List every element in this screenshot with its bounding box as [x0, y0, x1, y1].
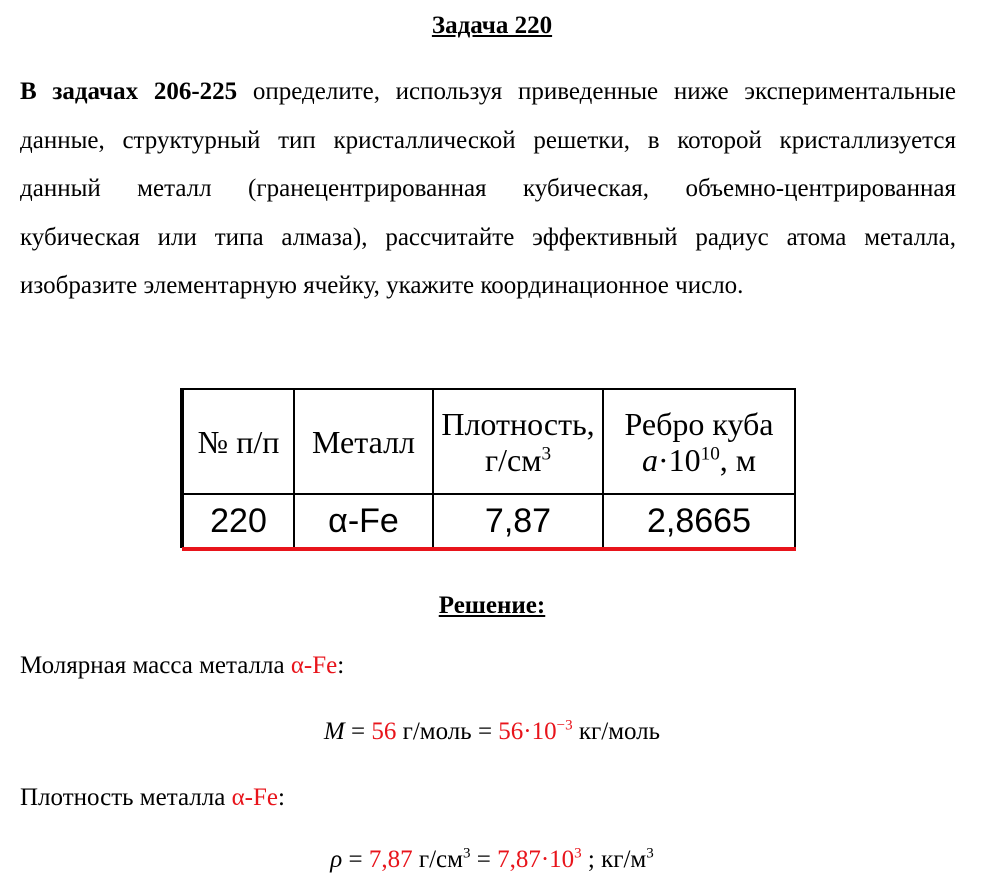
header-density-unit: г/см [484, 441, 542, 478]
cell-edge: 2,8665 [603, 494, 795, 548]
header-edge-label: Ребро куба [624, 405, 774, 442]
formula-rho-unit1: г/см [412, 846, 463, 873]
cell-num: 220 [183, 494, 294, 548]
table-header-row [183, 389, 795, 494]
header-density-exp: 3 [541, 442, 552, 464]
molar-mass-formula [0, 718, 984, 746]
formula-rho-val1: 7,87 [368, 846, 413, 873]
formula-m-symbol: M [323, 718, 345, 745]
cell-density: 7,87 [433, 494, 603, 548]
problem-statement [20, 68, 956, 311]
header-edge [603, 389, 795, 494]
header-metal: Металл [294, 389, 433, 494]
density-metal: α-Fe [231, 784, 278, 811]
density-formula [0, 846, 984, 874]
formula-m-unit2: кг/моль [572, 718, 661, 745]
molar-mass-label [20, 652, 344, 680]
solution-heading: Решение: [438, 592, 546, 619]
formula-rho-eq2: = [470, 846, 498, 873]
density-label-text: Плотность металла [20, 784, 232, 811]
density-label [20, 784, 285, 812]
formula-rho-exp3: 3 [646, 845, 654, 862]
formula-rho-unit2: ; кг/м [581, 846, 647, 873]
header-edge-unit: , м [719, 441, 757, 478]
formula-rho-val2: 7,87·10 [497, 846, 575, 873]
formula-m-eq2: = [471, 718, 499, 745]
formula-rho-eq1: = [342, 846, 369, 873]
header-edge-a: a [641, 441, 658, 478]
cell-metal: α-Fe [294, 494, 433, 548]
data-table-wrapper [182, 388, 796, 549]
molar-label-text: Молярная масса металла [20, 652, 291, 679]
formula-m-eq1: = [344, 718, 372, 745]
table-bottom-accent [182, 547, 796, 551]
data-table [182, 388, 796, 549]
table-row [183, 494, 795, 548]
header-edge-exp: 10 [700, 442, 720, 464]
problem-text: определите, используя приведенные ниже экспериментальные данные, структурный тип кристаллической решетки, в которой кристаллизуется данный металл (гранецентрированная кубическая, объемно-центрированная кубическая или типа алмаза), рассчитайте эффективный радиус атома металла, изобразите элементарную ячейку, укажите координационное число. [20, 78, 957, 299]
molar-colon: : [337, 652, 345, 679]
header-density-label: Плотность, [441, 405, 595, 442]
formula-m-exp2: −3 [556, 717, 573, 734]
formula-rho-symbol: ρ [330, 846, 343, 873]
formula-m-val1: 56 [371, 718, 397, 745]
molar-metal: α-Fe [290, 652, 338, 679]
header-num: № п/п [183, 389, 294, 494]
page-title: Задача 220 [431, 12, 553, 39]
formula-m-unit1: г/моль [396, 718, 472, 745]
formula-m-val2: 56·10 [498, 718, 557, 745]
header-density [433, 389, 603, 494]
formula-rho-exp2: 3 [574, 845, 582, 862]
density-colon: : [278, 784, 285, 811]
header-edge-mult: ·10 [657, 441, 701, 478]
formula-rho-exp1: 3 [462, 845, 471, 862]
problem-range: В задачах 206-225 [20, 78, 238, 105]
